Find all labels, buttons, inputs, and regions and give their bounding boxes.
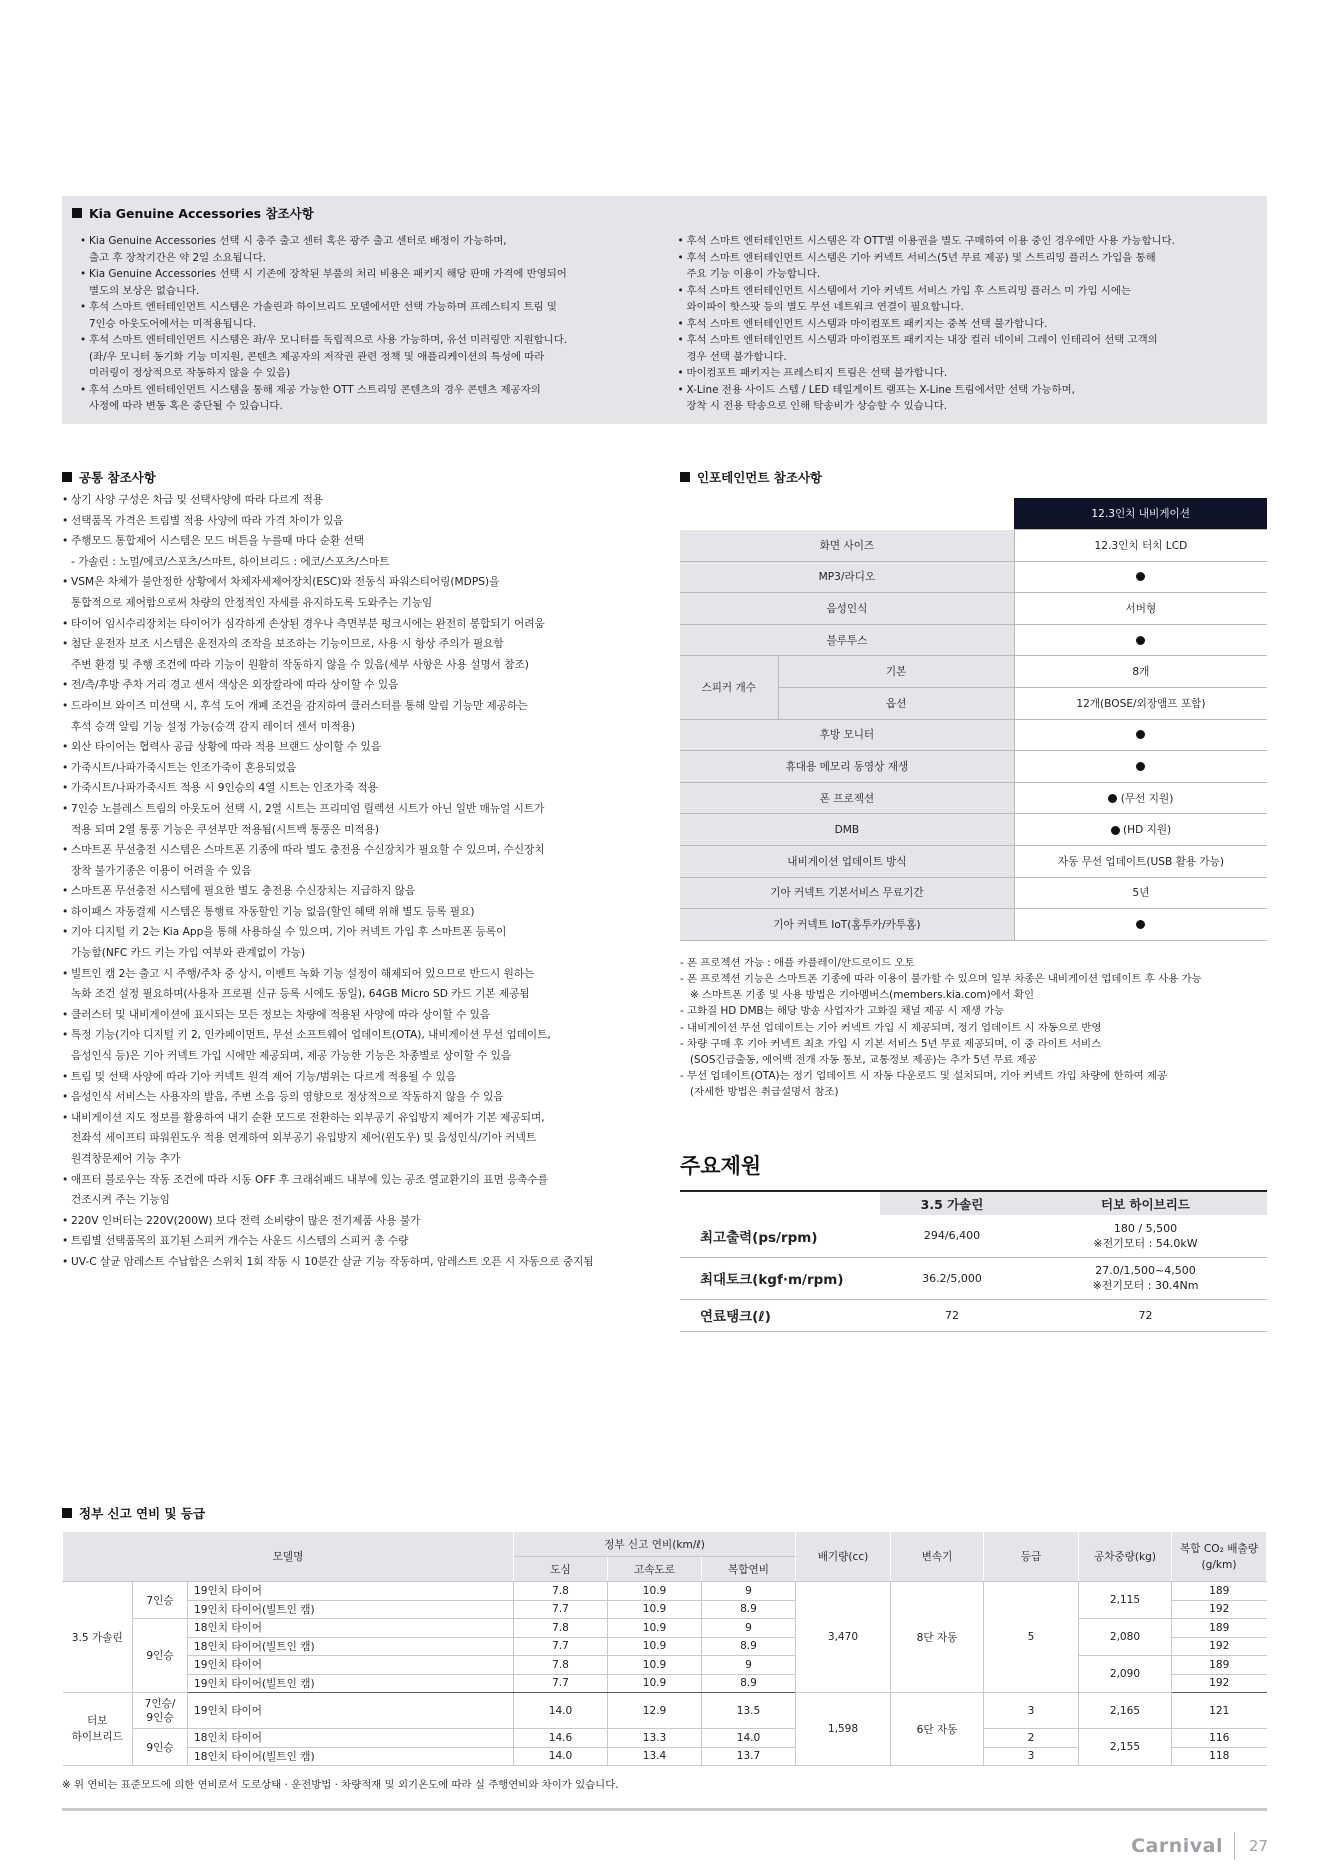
filled-dot-icon bbox=[1136, 920, 1145, 929]
list-item: 별도의 보상은 없습니다. bbox=[89, 284, 200, 297]
table-row: 연료탱크(ℓ) 72 72 bbox=[680, 1299, 1267, 1331]
list-item: • 타이어 임시수리장치는 타이어가 심각하게 손상된 경우나 측면부분 펑크시에는 완전히 봉합되기 어려움 bbox=[62, 616, 647, 632]
note-line: - 무선 업데이트(OTA)는 정기 업데이트 시 자동 다운로드 및 설치되며, 기아 커넥트 가입 차량에 한하여 제공 bbox=[680, 1070, 1168, 1083]
table-row: 9인승 18인치 타이어 14.6 13.3 14.0 2 2,155 116 bbox=[63, 1729, 1267, 1748]
table-row: 18인치 타이어(빌트인 캠) 7.7 10.9 8.9 192 bbox=[63, 1637, 1267, 1656]
list-item: 장착 시 전용 탁송으로 인해 탁송비가 상승할 수 있습니다. bbox=[686, 400, 948, 412]
specs-col-hybrid: 터보 하이브리드 bbox=[1024, 1191, 1267, 1215]
specs-col-gasoline: 3.5 가솔린 bbox=[880, 1191, 1024, 1215]
specs-table bbox=[680, 1190, 1267, 1332]
list-item: • 하이패스 자동결제 시스템은 통행료 자동할인 기능 없음(할인 혜택 위해 별도 등록 필요) bbox=[62, 904, 647, 920]
table-row: 휴대용 메모리 동영상 재생 bbox=[680, 751, 1267, 783]
list-item: 주변 환경 및 주행 조건에 따라 기능이 원활히 작동하지 않을 수 있음(세부 사항은 사용 설명서 참조) bbox=[71, 658, 529, 671]
list-item: 후석 승객 알림 기능 설정 가능(승객 감지 레이더 센서 미적용) bbox=[71, 720, 356, 733]
infotainment-notes bbox=[680, 955, 1267, 1101]
list-item: 녹화 조건 설정 필요하며(사용자 프로필 신규 등록 시에도 동일), 64GB Micro SD 카드 기본 제공됨 bbox=[71, 988, 530, 1001]
list-item: 와이파이 핫스팟 등의 별도 무선 네트워크 연결이 필요합니다. bbox=[686, 301, 964, 313]
list-item: • 7인승 노블레스 트림의 아웃도어 선택 시, 2열 시트는 프리미엄 릴렉션 시트가 아닌 일반 매뉴얼 시트가 bbox=[62, 801, 647, 817]
list-item: 장착 불가기종은 이용이 어려울 수 있음 bbox=[71, 864, 252, 877]
table-row: DMB (HD 지원) bbox=[680, 814, 1267, 846]
list-item: • 빌트인 캠 2는 출고 시 주행/주차 중 상시, 이벤트 녹화 기능 설정이 해제되어 있으므로 반드시 원하는 bbox=[62, 966, 647, 982]
square-bullet-icon bbox=[72, 208, 82, 218]
list-item: • 후석 스마트 엔터테인먼트 시스템은 기아 커넥트 서비스(5년 무료 제공) 및 스트리밍 플러스 가입을 통해 bbox=[677, 250, 1257, 267]
list-item: 7인승 아웃도어에서는 미적용됩니다. bbox=[89, 317, 257, 330]
fuel-efficiency-table: 모델명 정부 신고 연비(km/ℓ) 배기량(cc) 변속기 등급 공차중량(kg) 복합 CO₂ 배출량 (g/km) 도심 고속도로 복합연비 3.5 가솔린 7인승 19인치 타이어 7.8 10.9 9 3,470 8단 자동 5 2,115 189 19인치 타이어(빌트인 캠) 7.7 10.9 8.9 192 9인승 18인치 타이어 7.8 10.9 9 2,080 189 18인치 타이어(빌트인 캠) 7.7 10.9 8.9 192 19인치 타이어 7.8 10.9 9 2,090 189 19인치 타이어(빌트인 캠) 7.7 10.9 8.9 192 터보 하이브리드 7인승/ 9인승 19인치 타이어 14.0 12.9 13.5 1,598 6단 자동 3 2,165 121 9인승 18인치 타이어 14.6 13.3 14.0 2 2,155 116 18인치 타이어(빌트인 캠) 14.0 13.4 13.7 3 118 bbox=[62, 1531, 1267, 1766]
list-item: 통합적으로 제어함으로써 차량의 안정적인 자세를 유지하도록 도와주는 기능임 bbox=[71, 596, 433, 609]
note-line: ※ 스마트폰 기종 및 사용 방법은 기아멤버스(members.kia.com)에서 확인 bbox=[690, 989, 1035, 1002]
table-row: 최고출력(ps/rpm) 294/6,400 180 / 5,500 ※전기모터 : 54.0kW bbox=[680, 1215, 1267, 1257]
list-item: • 220V 인버터는 220V(200W) 보다 전력 소비량이 많은 전기제품 사용 불가 bbox=[62, 1213, 647, 1229]
square-bullet-icon bbox=[62, 1508, 72, 1518]
square-bullet-icon bbox=[680, 472, 690, 482]
common-notes-list bbox=[62, 492, 647, 1270]
list-item: • 전/측/후방 주차 거리 경고 센서 색상은 외장칼라에 따라 상이할 수 있음 bbox=[62, 677, 647, 693]
list-item: • X-Line 전용 사이드 스텝 / LED 테일게이트 램프는 X-Line 트림에서만 선택 가능하며, bbox=[677, 382, 1257, 399]
note-line: - 폰 프로젝션 기능은 스마트폰 기종에 따라 이용이 불가할 수 있으며 일부 차종은 내비게이션 업데이트 후 사용 가능 bbox=[680, 973, 1202, 986]
accessories-right-column bbox=[669, 233, 1257, 415]
list-item: 음성인식 등)은 기아 커넥트 가입 시에만 제공되며, 제공 가능한 기능은 차종별로 상이할 수 있음 bbox=[71, 1050, 512, 1063]
list-item: • 후석 스마트 엔터테인먼트 시스템은 가솔린과 하이브리드 모델에서만 선택 가능하며 프레스티지 트림 및 bbox=[80, 299, 669, 316]
square-bullet-icon bbox=[62, 472, 72, 482]
list-item: 적용 되며 2열 통풍 기능은 쿠션부만 적용됨(시트백 통풍은 미적용) bbox=[71, 823, 380, 836]
accessories-left-column bbox=[72, 233, 669, 415]
list-item: • 마이컴포트 패키지는 프레스티지 트림은 선택 불가합니다. bbox=[677, 365, 1257, 382]
list-item: • 외산 타이어는 협력사 공급 상황에 따라 적용 브랜드 상이할 수 있음 bbox=[62, 739, 647, 755]
table-row: 19인치 타이어 7.8 10.9 9 2,090 189 bbox=[63, 1656, 1267, 1675]
list-item: • 드라이브 와이즈 미선택 시, 후석 도어 개폐 조건을 감지하여 클러스터를 통해 알림 기능만 제공하는 bbox=[62, 698, 647, 714]
list-item: • Kia Genuine Accessories 선택 시 기존에 장착된 부품의 처리 비용은 패키지 해당 판매 가격에 반영되어 bbox=[80, 266, 669, 283]
common-notes-section bbox=[62, 468, 647, 1275]
list-item: • 가죽시트/나파가죽시트 적용 시 9인승의 4열 시트는 인조가죽 적용 bbox=[62, 780, 647, 796]
list-item: - 가솔린 : 노멀/에코/스포츠/스마트, 하이브리드 : 에코/스포츠/스마트 bbox=[71, 555, 390, 568]
list-item: 사정에 따라 변동 혹은 중단될 수 있습니다. bbox=[89, 400, 283, 412]
specs-title: 주요제원 bbox=[680, 1154, 762, 1178]
table-row: 최대토크(kgf·m/rpm) 36.2/5,000 27.0/1,500~4,500 ※전기모터 : 30.4Nm bbox=[680, 1257, 1267, 1299]
table-row: 9인승 18인치 타이어 7.8 10.9 9 2,080 189 bbox=[63, 1619, 1267, 1638]
filled-dot-icon bbox=[1136, 572, 1145, 581]
list-item: • 후석 스마트 엔터테인먼트 시스템과 마이컴포트 패키지는 중복 선택 불가합니다. bbox=[677, 316, 1257, 333]
table-row: 옵션 12개(BOSE/외장앰프 포함) bbox=[680, 688, 1267, 720]
list-item: • Kia Genuine Accessories 선택 시 충주 출고 센터 혹은 광주 출고 센터로 배정이 가능하며, bbox=[80, 233, 669, 250]
list-item: • 내비게이션 지도 정보를 활용하여 내기 순환 모드로 전환하는 외부공기 유입방지 제어가 기본 제공되며, bbox=[62, 1110, 647, 1126]
filled-dot-icon bbox=[1136, 762, 1145, 771]
table-row: 3.5 가솔린 7인승 19인치 타이어 7.8 10.9 9 3,470 8단 자동 5 2,115 189 bbox=[63, 1582, 1267, 1601]
filled-dot-icon bbox=[1111, 826, 1120, 835]
filled-dot-icon bbox=[1136, 636, 1145, 645]
list-item: • 선택품목 가격은 트림별 적용 사양에 따라 가격 차이가 있음 bbox=[62, 513, 647, 529]
accessories-title: Kia Genuine Accessories 참조사항 bbox=[72, 204, 1257, 222]
fuel-efficiency-section bbox=[62, 1504, 1267, 1791]
note-line: (SOS긴급출동, 에어백 전개 자동 통보, 교통정보 제공)는 추가 5년 무료 제공 bbox=[690, 1054, 1037, 1067]
list-item: 전좌석 세이프티 파워윈도우 적용 연계하여 외부공기 유입방지 제어(윈도우) 및 음성인식/기아 커넥트 bbox=[71, 1132, 537, 1145]
accessories-panel bbox=[62, 196, 1267, 424]
infotainment-header: 12.3인치 내비게이션 bbox=[1014, 498, 1267, 530]
infotainment-section bbox=[680, 468, 1267, 1101]
table-row: 폰 프로젝션 (무선 지원) bbox=[680, 782, 1267, 814]
table-row: 후방 모니터 bbox=[680, 719, 1267, 751]
list-item: 주요 기능 이용이 가능합니다. bbox=[686, 268, 821, 280]
list-item: • 클러스터 및 내비게이션에 표시되는 모든 정보는 차량에 적용된 사양에 따라 상이할 수 있음 bbox=[62, 1007, 647, 1023]
footer-separator bbox=[1234, 1832, 1235, 1860]
list-item: • 상기 사양 구성은 차급 및 선택사양에 따라 다르게 적용 bbox=[62, 492, 647, 508]
list-item: 건조시켜 주는 기능임 bbox=[71, 1194, 170, 1207]
table-row: MP3/라디오 bbox=[680, 561, 1267, 593]
table-row: 블루투스 bbox=[680, 624, 1267, 656]
note-line: (자세한 방법은 취급설명서 참조) bbox=[690, 1086, 839, 1099]
table-row: 기아 커넥트 IoT(홈투카/카투홈) bbox=[680, 909, 1267, 941]
specs-section bbox=[680, 1150, 1267, 1332]
note-line: - 폰 프로젝션 가능 : 애플 카플레이/안드로이드 오토 bbox=[680, 956, 915, 969]
table-row: 기아 커넥트 기본서비스 무료기간 5년 bbox=[680, 877, 1267, 909]
infotainment-title: 인포테인먼트 참조사항 bbox=[680, 468, 1267, 486]
common-notes-title: 공통 참조사항 bbox=[62, 468, 647, 486]
list-item: • 후석 스마트 엔터테인먼트 시스템과 마이컴포트 패키지는 내장 컬러 네이비 그레이 인테리어 선택 고객의 bbox=[677, 332, 1257, 349]
list-item: • UV-C 살균 암레스트 수납함은 스위치 1회 작동 시 10분간 살균 기능 작동하며, 암레스트 오픈 시 자동으로 중지됨 bbox=[62, 1254, 647, 1270]
filled-dot-icon bbox=[1108, 794, 1117, 803]
fuel-efficiency-title: 정부 신고 연비 및 등급 bbox=[62, 1504, 1267, 1522]
list-item: 미러링이 정상적으로 작동하지 않을 수 있음) bbox=[89, 367, 291, 379]
list-item: • 후석 스마트 엔터테인먼트 시스템을 통해 제공 가능한 OTT 스트리밍 콘텐츠의 경우 콘텐츠 제공자의 bbox=[80, 382, 669, 399]
fuel-footnote: ※ 위 연비는 표준모드에 의한 연비로서 도로상태 · 운전방법 · 차량적재 및 외기온도에 따라 실 주행연비와 차이가 있습니다. bbox=[62, 1779, 619, 1791]
table-row: 스피커 개수 기본 8개 bbox=[680, 656, 1267, 688]
table-row: 내비게이션 업데이트 방식 자동 무선 업데이트(USB 활용 가능) bbox=[680, 846, 1267, 878]
table-row: 음성인식 서버형 bbox=[680, 593, 1267, 625]
list-item: • 첨단 운전자 보조 시스템은 운전자의 조작을 보조하는 기능이므로, 사용 시 항상 주의가 필요함 bbox=[62, 636, 647, 652]
table-row: 19인치 타이어(빌트인 캠) 7.7 10.9 8.9 192 bbox=[63, 1674, 1267, 1693]
brand-name: Carnival bbox=[1131, 1835, 1223, 1857]
list-item: 원격창문제어 기능 추가 bbox=[71, 1153, 181, 1165]
infotainment-table bbox=[680, 498, 1267, 941]
list-item: • 애프터 블로우는 작동 조건에 따라 시동 OFF 후 크래쉬패드 내부에 있는 공조 열교환기의 표면 응축수를 bbox=[62, 1172, 647, 1188]
list-item: • 스마트폰 무선충전 시스템은 스마트폰 기종에 따라 별도 충전용 수신장치가 필요할 수 있으며, 수신장치 bbox=[62, 842, 647, 858]
list-item: • 스마트폰 무선충전 시스템에 필요한 별도 충전용 수신장치는 지급하지 않음 bbox=[62, 883, 647, 899]
note-line: - 고화질 HD DMB는 해당 방송 사업자가 고화질 채널 제공 시 재생 가능 bbox=[680, 1005, 1005, 1018]
list-item: • 후석 스마트 엔터테인먼트 시스템은 각 OTT별 이용권을 별도 구매하여 이용 중인 경우에만 사용 가능합니다. bbox=[677, 233, 1257, 250]
table-row: 18인치 타이어(빌트인 캠) 14.0 13.4 13.7 3 118 bbox=[63, 1747, 1267, 1766]
list-item: 가능함(NFC 카드 키는 가입 여부와 관계없이 가능) bbox=[71, 947, 306, 960]
note-line: - 내비게이션 무선 업데이트는 기아 커넥트 가입 시 제공되며, 정기 업데이트 시 자동으로 반영 bbox=[680, 1021, 1102, 1034]
footer-divider bbox=[62, 1808, 1267, 1811]
list-item: 경우 선택 불가합니다. bbox=[686, 350, 787, 363]
list-item: (좌/우 모니터 동기화 기능 미지원, 콘텐츠 제공자의 저작권 관련 정책 및 애플리케이션의 특성에 따라 bbox=[89, 350, 545, 363]
list-item: • 음성인식 서비스는 사용자의 발음, 주변 소음 등의 영향으로 정상적으로 작동하지 않을 수 있음 bbox=[62, 1089, 647, 1105]
list-item: • 주행모드 통합제어 시스템은 모드 버튼을 누를때 마다 순환 선택 bbox=[62, 533, 647, 549]
list-item: 출고 후 장착기간은 약 2일 소요됩니다. bbox=[89, 251, 266, 264]
list-item: • 트림 및 선택 사양에 따라 기아 커넥트 원격 제어 기능/범위는 다르게 적용될 수 있음 bbox=[62, 1069, 647, 1085]
table-row: 19인치 타이어(빌트인 캠) 7.7 10.9 8.9 192 bbox=[63, 1600, 1267, 1619]
table-row: 화면 사이즈 12.3인치 터치 LCD bbox=[680, 530, 1267, 562]
note-line: - 차량 구매 후 기아 커넥트 최초 가입 시 기본 서비스 5년 무료 제공되며, 이 중 라이트 서비스 bbox=[680, 1037, 1102, 1050]
list-item: • 후석 스마트 엔터테인먼트 시스템은 좌/우 모니터를 독립적으로 사용 가능하며, 유선 미러링만 지원합니다. bbox=[80, 332, 669, 349]
list-item: • 기아 디지털 키 2는 Kia App을 통해 사용하실 수 있으며, 기아 커넥트 가입 후 스마트폰 등록이 bbox=[62, 924, 647, 940]
table-row: 터보 하이브리드 7인승/ 9인승 19인치 타이어 14.0 12.9 13.5 1,598 6단 자동 3 2,165 121 bbox=[63, 1693, 1267, 1729]
list-item: • VSM은 차체가 불안정한 상황에서 차체자세제어장치(ESC)와 전동식 파워스티어링(MDPS)을 bbox=[62, 574, 647, 590]
page-number: 27 bbox=[1248, 1837, 1268, 1855]
list-item: • 가죽시트/나파가죽시트는 인조가죽이 혼용되었음 bbox=[62, 760, 647, 776]
list-item: • 특정 기능(기아 디지털 키 2, 인카페이먼트, 무선 소프트웨어 업데이트(OTA), 내비게이션 무선 업데이트, bbox=[62, 1027, 647, 1043]
list-item: • 트림별 선택품목의 표기된 스피커 개수는 사운드 시스템의 스피커 총 수량 bbox=[62, 1233, 647, 1249]
filled-dot-icon bbox=[1136, 730, 1145, 739]
list-item: • 후석 스마트 엔터테인먼트 시스템에서 기아 커넥트 서비스 가입 후 스트리밍 플러스 미 가입 시에는 bbox=[677, 283, 1257, 300]
